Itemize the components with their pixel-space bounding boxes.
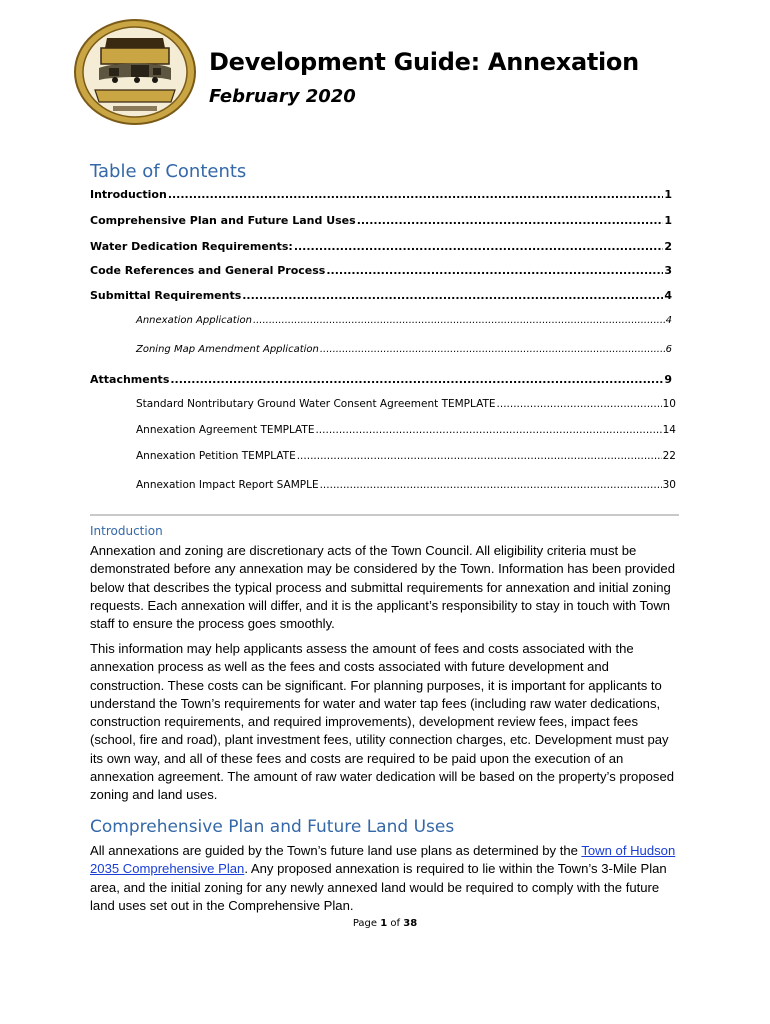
toc-label: Submittal Requirements bbox=[90, 289, 242, 302]
page-word: Page bbox=[352, 918, 378, 929]
toc-label: Standard Nontributary Ground Water Consent Agreement TEMPLATE bbox=[136, 398, 496, 410]
toc-leader bbox=[253, 315, 665, 326]
page-footer bbox=[0, 918, 770, 929]
toc-leader bbox=[320, 344, 665, 355]
toc-leader bbox=[294, 240, 664, 253]
toc-entry-zoning-map-amendment[interactable] bbox=[136, 344, 672, 355]
comprehensive-plan-link[interactable]: Town of Hudson 2035 Comprehensive Plan bbox=[90, 843, 676, 877]
introduction-heading: Introduction bbox=[90, 524, 163, 538]
toc-page: 10 bbox=[662, 398, 676, 410]
toc-heading: Table of Contents bbox=[90, 161, 247, 182]
toc-leader bbox=[297, 450, 662, 462]
document-title: Development Guide: Annexation bbox=[209, 48, 639, 76]
toc-label: Attachments bbox=[90, 373, 170, 386]
toc-entry-submittal-requirements[interactable] bbox=[90, 289, 672, 302]
toc-entry-annexation-application[interactable] bbox=[136, 315, 672, 326]
page-total: 38 bbox=[403, 918, 418, 929]
comprehensive-text-before: All annexations are guided by the Town’s future land use plans as determined by the bbox=[90, 843, 582, 858]
toc-label: Zoning Map Amendment Application bbox=[136, 344, 319, 355]
toc-page: 22 bbox=[662, 450, 676, 462]
toc-label: Annexation Agreement TEMPLATE bbox=[136, 424, 315, 436]
toc-entry-comprehensive-plan[interactable] bbox=[90, 214, 672, 227]
toc-page: 6 bbox=[665, 344, 672, 355]
toc-label: Water Dedication Requirements: bbox=[90, 240, 293, 253]
toc-page: 2 bbox=[664, 240, 672, 253]
toc-leader bbox=[170, 373, 663, 386]
toc-entry-annexation-impact-report[interactable] bbox=[136, 479, 676, 491]
of-word: of bbox=[390, 918, 401, 929]
toc-page: 4 bbox=[664, 289, 672, 302]
toc-label: Comprehensive Plan and Future Land Uses bbox=[90, 214, 356, 227]
toc-entry-code-references[interactable] bbox=[90, 264, 672, 277]
toc-leader bbox=[242, 289, 663, 302]
introduction-paragraph-1: Annexation and zoning are discretionary acts of the Town Council. All eligibility criteria must be demonstrated before any annexation may be considered by the Town. Information has been provided below that describes the typical process and submittal requirements for annexation and initial zoning requests. Each annexation will differ, and it is the applicant’s responsibility to stay in touch with Town staff to ensure the process goes smoothly. bbox=[90, 543, 675, 632]
section-divider bbox=[90, 514, 679, 516]
comprehensive-text-after: . Any proposed annexation is required to lie within the Town’s 3-Mile Plan area, and the initial zoning for any newly annexed land would be required to comply with the future land uses set out in the Comprehensive Plan. bbox=[90, 861, 667, 913]
toc-leader bbox=[326, 264, 663, 277]
toc-entry-groundwater-consent[interactable] bbox=[136, 398, 676, 410]
document-date: February 2020 bbox=[209, 86, 356, 107]
toc-page: 1 bbox=[664, 214, 672, 227]
toc-page: 3 bbox=[664, 264, 672, 277]
toc-entry-attachments[interactable] bbox=[90, 373, 672, 386]
toc-leader bbox=[357, 214, 664, 227]
toc-entry-annexation-agreement[interactable] bbox=[136, 424, 676, 436]
seal-graphic bbox=[73, 18, 197, 126]
toc-leader bbox=[168, 188, 664, 201]
toc-leader bbox=[315, 424, 661, 436]
comprehensive-plan-paragraph bbox=[90, 842, 682, 915]
toc-label: Annexation Petition TEMPLATE bbox=[136, 450, 296, 462]
page-number: 1 bbox=[380, 918, 388, 929]
toc-label: Code References and General Process bbox=[90, 264, 326, 277]
toc-label: Annexation Impact Report SAMPLE bbox=[136, 479, 319, 491]
toc-leader bbox=[497, 398, 662, 410]
toc-page: 4 bbox=[665, 315, 672, 326]
town-of-hudson-seal bbox=[73, 18, 197, 126]
toc-entry-water-dedication[interactable] bbox=[90, 240, 672, 253]
toc-entry-introduction[interactable] bbox=[90, 188, 672, 201]
toc-label: Introduction bbox=[90, 188, 167, 201]
toc-entry-annexation-petition[interactable] bbox=[136, 450, 676, 462]
toc-page: 14 bbox=[662, 424, 676, 436]
introduction-paragraph-2: This information may help applicants assess the amount of fees and costs associated with the annexation process as well as the fees and costs associated with future development and construction. These costs can be significant. For planning purposes, it is important for applicants to understand the Town’s requirements for water and water tap fees (including raw water dedications, construction requirements, and required improvements), development review fees, impact fees (school, fire and road), plant investment fees, utility connection charges, etc. Development must pay its own way, and all of these fees and costs are required to be paid upon the execution of an annexation agreement. The amount of raw water dedication will be based on the property’s proposed zoning and land uses. bbox=[90, 641, 675, 803]
toc-leader bbox=[320, 479, 662, 491]
toc-page: 30 bbox=[662, 479, 676, 491]
toc-page: 1 bbox=[664, 188, 672, 201]
toc-page: 9 bbox=[664, 373, 672, 386]
toc-label: Annexation Application bbox=[136, 315, 252, 326]
comprehensive-plan-heading: Comprehensive Plan and Future Land Uses bbox=[90, 817, 455, 837]
